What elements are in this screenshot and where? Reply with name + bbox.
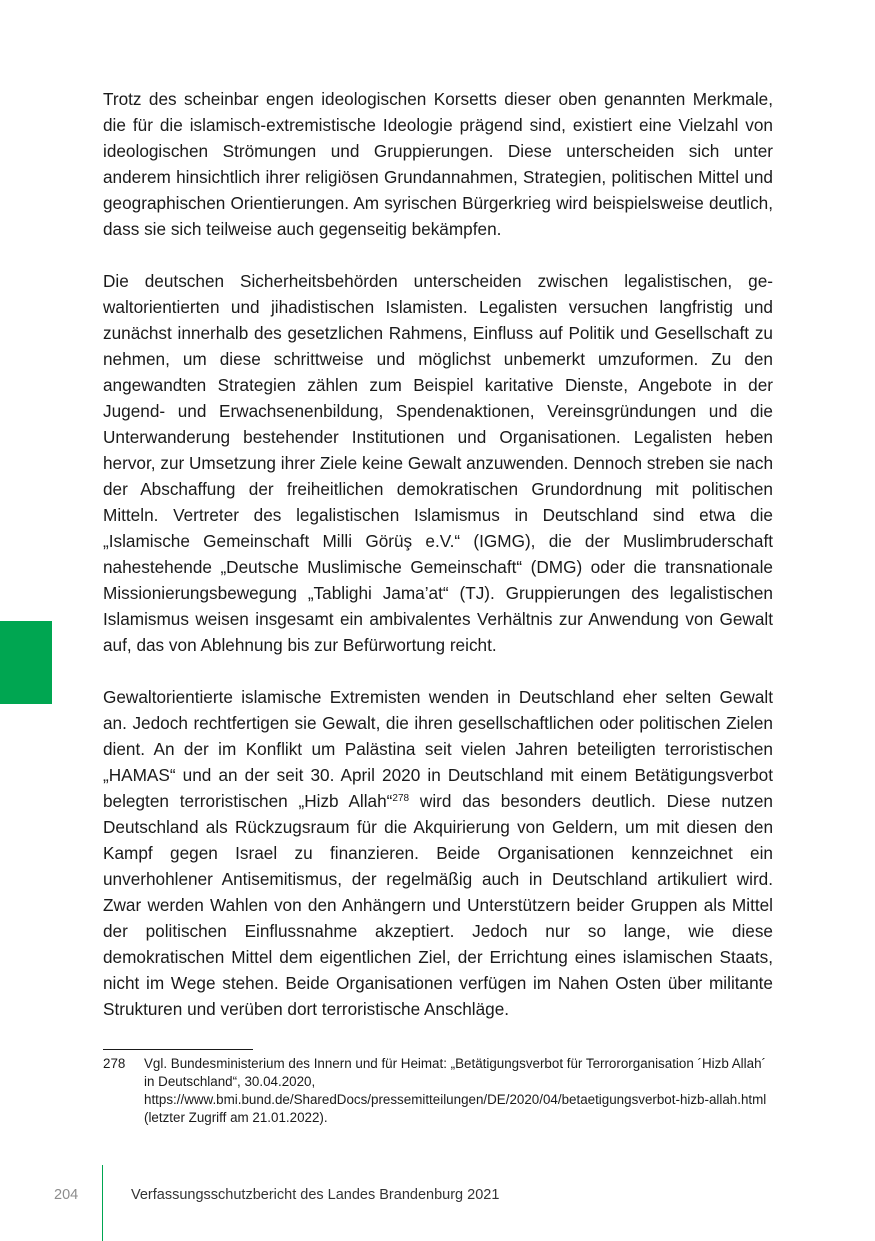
footnote-number: 278: [103, 1056, 126, 1071]
paragraph-violence-oriented: [103, 684, 773, 1022]
running-footer-title: Verfassungsschutzbericht des Landes Brandenburg 2021: [131, 1187, 500, 1203]
paragraph-text-part: Gewaltorientierte islamische Extremisten wenden in Deutschland eher selten Gewalt an. Jedoch rechtfertigen sie Gewalt, die ihren gesellschaftlichen oder politischen Zielen dient. An der im Konflikt um Palästina seit vielen Jahren beteiligten terroristischen „HAMAS“ und an der seit 30. April 2020 in Deutschland mit einem Betätigungsverbot belegten terroristischen „Hizb Allah“: [103, 687, 773, 811]
footnote-text: Vgl. Bundesministerium des Innern und für Heimat: „Betätigungsverbot für Terrororganisation ´Hizb Allah´ in Deutschland“, 30.04.2020, https://www.bmi.bund.de/SharedDocs/pressemitteilungen/DE/2020/04/betaetigungsverbot-hizb-allah.html (letzter Zugriff am 21.01.2022).: [144, 1056, 767, 1125]
footnote-reference[interactable]: 278: [392, 793, 410, 804]
chapter-marker-tab: [0, 621, 52, 704]
body-text: [103, 86, 773, 1022]
paragraph-legalists: Die deutschen Sicherheitsbehörden unterscheiden zwischen legalistischen, gewaltorientierten und jihadistischen Islamisten. Legalisten versuchen langfristig und zunächst innerhalb des gesetzlichen Rahmens, Einfluss auf Politik und Gesellschaft zu nehmen, um diese schrittweise und möglichst unbemerkt umzuformen. Zu den angewandten Strategien zählen zum Beispiel karitative Dienste, Angebote in der Jugend- und Erwachsenenbildung, Spendenaktionen, Vereinsgründungen und die Unterwanderung bestehender Institutionen und Organisationen. Legalisten heben hervor, zur Umsetzung ihrer Ziele keine Gewalt anzuwenden. Dennoch streben sie nach der Abschaffung der freiheitlichen demokratischen Grundordnung mit politischen Mitteln. Vertreter des legalistischen Islamismus in Deutschland sind etwa die „Islamische Gemeinschaft Milli Görüş e.V.“ (IGMG), die der Muslimbruderschaft nahestehende „Deutsche Muslimische Gemeinschaft“ (DMG) oder die transnationale Missionierungsbewegung „Tablighi Jama’at“ (TJ). Gruppierungen des legalistischen Islamismus weisen insgesamt ein ambivalentes Verhältnis zur Anwendung von Gewalt auf, das von Ablehnung bis zur Befürwortung reicht.: [103, 271, 773, 655]
paragraph-text-part: wird das besonders deutlich. Diese nutzen Deutschland als Rückzugsraum für die Akquirierung von Geldern, um mit diesen den Kampf gegen Israel zu finanzieren. Beide Organisationen kennzeichnet ein unverhohlener Antisemitismus, der regelmäßig auch in Deutschland artikuliert wird. Zwar werden Wahlen von den Anhängern und Unterstützern beider Gruppen als Mittel der politischen Einflussnahme akzeptiert. Jedoch nur so lange, wie diese demokratischen Mittel dem eigentlichen Ziel, der Errichtung eines islamischen Staats, nicht im Wege stehen. Beide Organisationen verfügen im Nahen Osten über militante Strukturen und verüben dort terroristische Anschläge.: [103, 791, 773, 1019]
footer-divider: [102, 1165, 103, 1241]
page-number: 204: [54, 1187, 79, 1203]
footnote: [103, 1055, 773, 1127]
paragraph-ideological-currents: Trotz des scheinbar engen ideologischen Korsetts dieser oben genannten Merkmale, die für die islamisch-extremistische Ideologie prägend sind, existiert eine Vielzahl von ideologischen Strömungen und Gruppierungen. Diese unterscheiden sich unter anderem hinsichtlich ihrer religiösen Grundannahmen, Strategien, politischen Mittel und geographischen Orientierungen. Am syrischen Bürgerkrieg wird beispielsweise deutlich, dass sie sich teilweise auch gegenseitig bekämpfen.: [103, 89, 773, 239]
footnote-separator: [103, 1049, 253, 1050]
